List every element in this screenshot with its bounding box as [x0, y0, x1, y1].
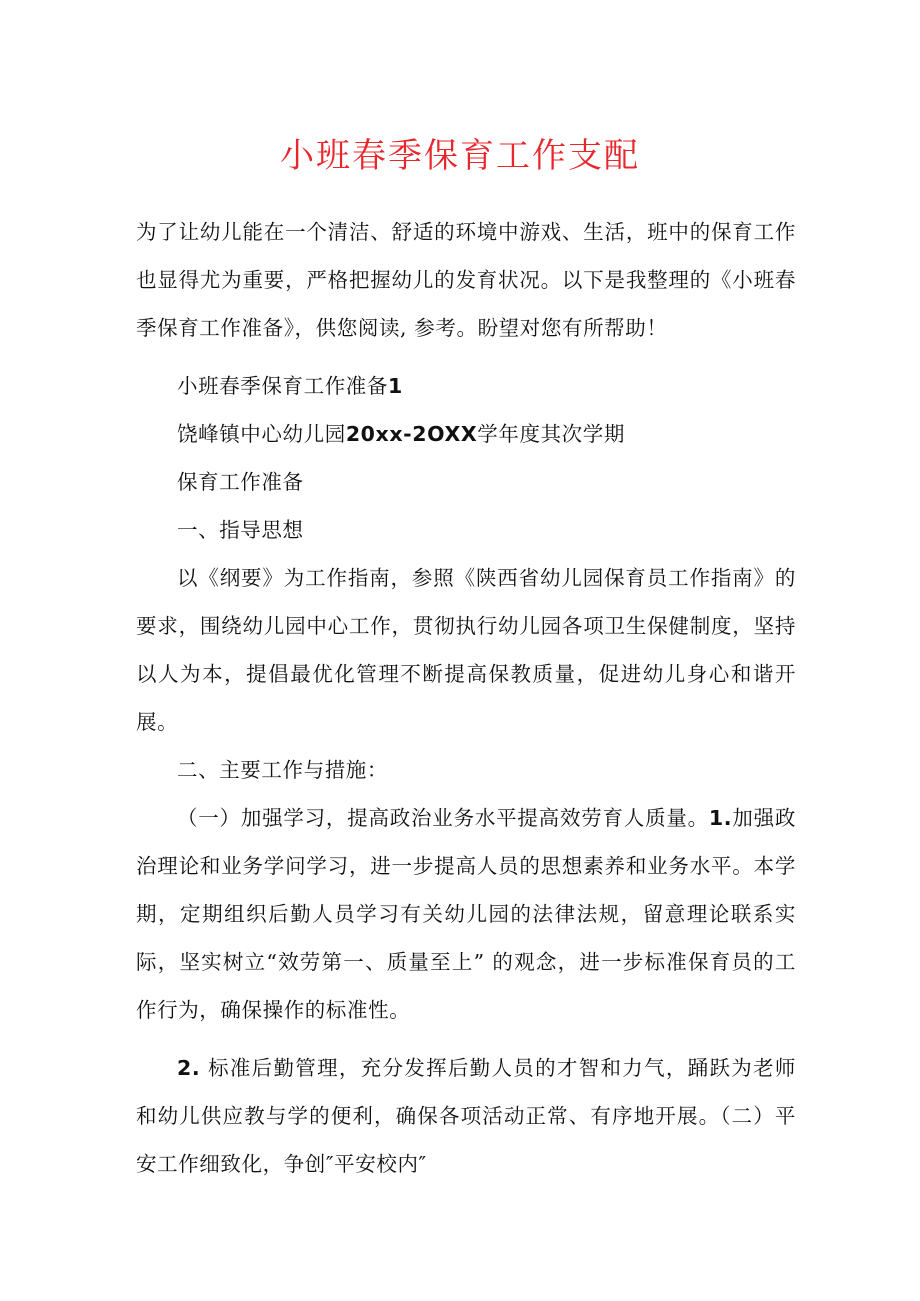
- paragraph-study-lead: （一）加强学习，提高政治业务水平提高效劳育人质量。: [177, 806, 709, 830]
- paragraph-management-rest: 标准后勤管理，充分发挥后勤人员的才智和力气，踊跃为老师和幼儿供应教与学的便利，确保各项活动正常、有序地开展。（二）平安工作细致化，争创″平安校内″: [136, 1056, 796, 1176]
- paragraph-study: [136, 794, 796, 1034]
- school-name: 饶峰镇中心幼儿园: [177, 422, 346, 446]
- school-term: 学年度其次学期: [477, 422, 625, 446]
- heading-guiding-ideology: 一、指导思想: [177, 518, 304, 542]
- school-years: 20xx-2OXX: [345, 422, 478, 446]
- intro-paragraph: 为了让幼儿能在一个清洁、舒适的环境中游戏、生活，班中的保育工作也显得尤为重要，严格把握幼儿的发育状况。以下是我整理的《小班春季保育工作准备》，供您阅读, 参考。盼望对您有所帮助！: [136, 220, 796, 340]
- paragraph-management-number: 2.: [177, 1056, 201, 1080]
- document-body: [136, 208, 796, 1188]
- heading-main-work: 二、主要工作与措施：: [177, 758, 388, 782]
- section-heading-text: 小班春季保育工作准备: [177, 374, 388, 398]
- document-title: 小班春季保育工作支配: [280, 136, 640, 176]
- paragraph-study-rest: 加强政治理论和业务学问学习，进一步提高人员的思想素养和业务水平。本学期，定期组织后勤人员学习有关幼儿园的法律法规，留意理论联系实际，坚实树立“效劳第一、质量至上” 的观念，进一步标准保育员的工作行为，确保操作的标准性。: [136, 806, 796, 1022]
- paragraph-study-number: 1.: [708, 806, 733, 830]
- paragraph-management: [136, 1044, 796, 1188]
- section-heading: [136, 362, 796, 410]
- section-heading-number: 1: [388, 374, 403, 398]
- paragraph-guiding-ideology: 以《纲要》为工作指南，参照《陕西省幼儿园保育员工作指南》的要求，围绕幼儿园中心工作，贯彻执行幼儿园各项卫生保健制度，坚持以人为本，提倡最优化管理不断提高保教质量，促进幼儿身心和谐开展。: [136, 566, 796, 734]
- plan-title: 保育工作准备: [177, 470, 304, 494]
- school-line: [136, 410, 796, 458]
